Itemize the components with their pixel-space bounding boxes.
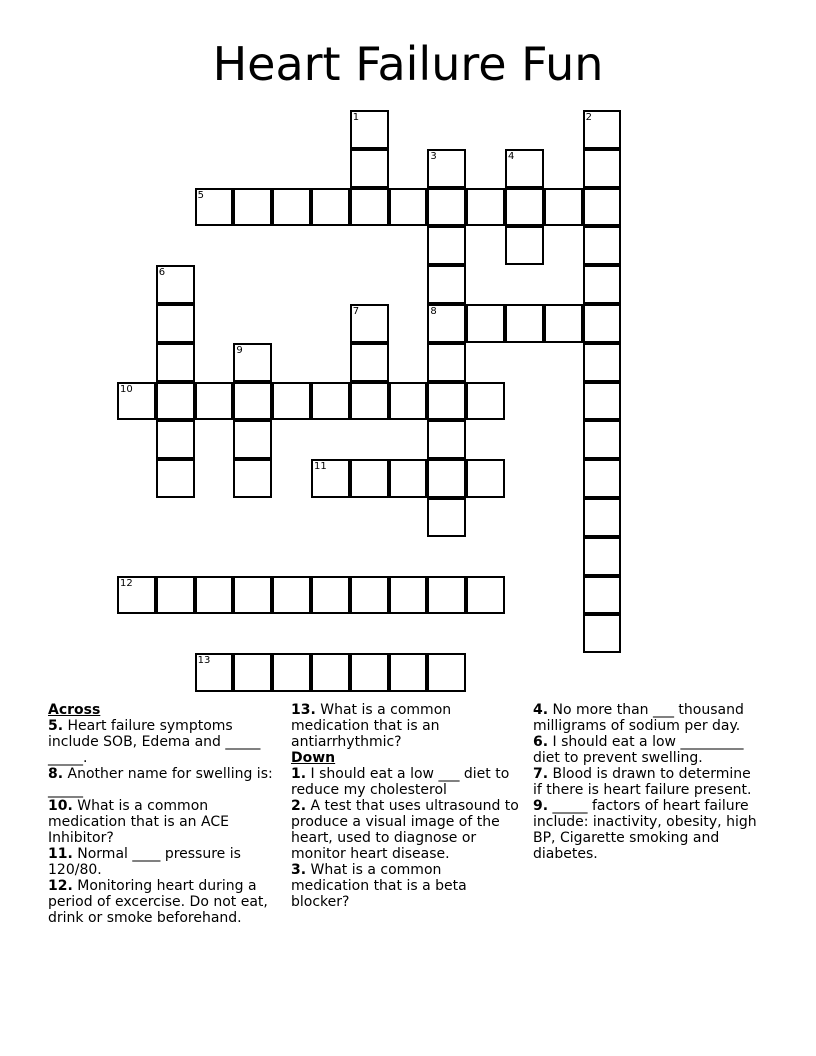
- cell-number: 3: [430, 150, 437, 162]
- grid-cell[interactable]: [583, 265, 622, 304]
- clue-down-3: 3. What is a common medication that is a beta blocker?: [291, 862, 467, 910]
- grid-cell[interactable]: [233, 420, 272, 459]
- grid-cell[interactable]: [583, 537, 622, 576]
- grid-cell[interactable]: [427, 343, 466, 382]
- grid-cell[interactable]: [583, 459, 622, 498]
- grid-cell[interactable]: [272, 188, 311, 227]
- grid-cell[interactable]: [195, 653, 234, 692]
- cell-number: 5: [197, 189, 204, 201]
- grid-cell[interactable]: [583, 226, 622, 265]
- clue-down-6: 6. I should eat a low _________ diet to prevent swelling.: [533, 734, 744, 766]
- grid-cell[interactable]: [195, 576, 234, 615]
- across-heading: Across: [48, 702, 101, 718]
- grid-cell[interactable]: [427, 226, 466, 265]
- grid-cell[interactable]: [156, 420, 195, 459]
- grid-cell[interactable]: [427, 653, 466, 692]
- clue-down-2: 2. A test that uses ultrasound to produce a visual image of the heart, used to diagnose or monitor heart disease.: [291, 798, 519, 862]
- clue-down-7: 7. Blood is drawn to determine if there is heart failure present.: [533, 766, 752, 798]
- grid-cell[interactable]: [311, 382, 350, 421]
- grid-cell[interactable]: [156, 382, 195, 421]
- grid-cell[interactable]: [389, 382, 428, 421]
- grid-cell[interactable]: [427, 149, 466, 188]
- grid-cell[interactable]: [350, 459, 389, 498]
- grid-cell[interactable]: [427, 420, 466, 459]
- cell-number: 2: [585, 112, 592, 123]
- grid-cell[interactable]: [350, 110, 389, 149]
- grid-cell[interactable]: [466, 188, 505, 227]
- grid-cell[interactable]: [350, 188, 389, 227]
- grid-cell[interactable]: [350, 653, 389, 692]
- clue-across-12: 12. Monitoring heart during a period of excercise. Do not eat, drink or smoke beforehand.: [48, 878, 268, 926]
- grid-cell[interactable]: [156, 576, 195, 615]
- grid-cell[interactable]: [233, 576, 272, 615]
- grid-cell[interactable]: [583, 304, 622, 343]
- grid-cell[interactable]: [583, 420, 622, 459]
- grid-cell[interactable]: [350, 382, 389, 421]
- grid-cell[interactable]: [427, 265, 466, 304]
- clues-column-3: [533, 702, 761, 862]
- grid-cell[interactable]: [156, 459, 195, 498]
- grid-cell[interactable]: [233, 459, 272, 498]
- grid-cell[interactable]: [505, 226, 544, 265]
- grid-cell[interactable]: [583, 498, 622, 537]
- grid-cell[interactable]: [350, 576, 389, 615]
- grid-cell[interactable]: [389, 576, 428, 615]
- grid-cell[interactable]: [583, 188, 622, 227]
- grid-cell[interactable]: [156, 265, 195, 304]
- clue-down-4: 4. No more than ___ thousand milligrams of sodium per day.: [533, 702, 744, 734]
- grid-cell[interactable]: [195, 188, 234, 227]
- clue-across-5: 5. Heart failure symptoms include SOB, Edema and _____ _____.: [48, 718, 261, 766]
- grid-cell[interactable]: [583, 614, 622, 653]
- cell-number: 8: [430, 306, 437, 317]
- grid-cell[interactable]: [427, 304, 466, 343]
- down-heading: Down: [291, 750, 336, 766]
- grid-cell[interactable]: [350, 149, 389, 188]
- cell-number: 1: [352, 112, 360, 123]
- grid-cell[interactable]: [156, 304, 195, 343]
- grid-cell[interactable]: [466, 459, 505, 498]
- cell-number: 13: [197, 655, 211, 667]
- grid-cell[interactable]: [544, 188, 583, 227]
- clues-column-1: [48, 702, 280, 926]
- grid-cell[interactable]: [117, 576, 156, 615]
- grid-cell[interactable]: [350, 343, 389, 382]
- grid-cell[interactable]: [583, 110, 622, 149]
- grid-cell[interactable]: [233, 653, 272, 692]
- grid-cell[interactable]: [350, 304, 389, 343]
- grid-cell[interactable]: [311, 653, 350, 692]
- grid-cell[interactable]: [427, 382, 466, 421]
- grid-cell[interactable]: [311, 576, 350, 615]
- grid-cell[interactable]: [427, 188, 466, 227]
- clue-across-10: 10. What is a common medication that is an ACE Inhibitor?: [48, 798, 229, 846]
- grid-cell[interactable]: [117, 382, 156, 421]
- grid-cell[interactable]: [466, 304, 505, 343]
- grid-cell[interactable]: [583, 382, 622, 421]
- grid-cell[interactable]: [583, 149, 622, 188]
- cell-number: 4: [508, 150, 515, 162]
- cell-number: 10: [120, 383, 133, 395]
- grid-cell[interactable]: [583, 343, 622, 382]
- clue-across-8: 8. Another name for swelling is: _____: [48, 766, 273, 798]
- grid-cell[interactable]: [505, 304, 544, 343]
- clue-down-1: 1. I should eat a low ___ diet to reduce my cholesterol: [291, 766, 510, 798]
- grid-cell[interactable]: [233, 188, 272, 227]
- cell-number: 12: [120, 577, 133, 589]
- grid-cell[interactable]: [389, 653, 428, 692]
- grid-cell[interactable]: [389, 459, 428, 498]
- clues-column-2: [291, 702, 519, 910]
- page-title: Heart Failure Fun: [212, 37, 604, 91]
- grid-cell[interactable]: [427, 576, 466, 615]
- grid-cell[interactable]: [195, 382, 234, 421]
- grid-cell[interactable]: [156, 343, 195, 382]
- cell-number: 11: [314, 461, 327, 473]
- grid-cell[interactable]: [272, 382, 311, 421]
- grid-cell[interactable]: [466, 576, 505, 615]
- grid-cell[interactable]: [466, 382, 505, 421]
- cell-number: 7: [352, 306, 360, 317]
- grid-cell[interactable]: [389, 188, 428, 227]
- cell-number: 6: [158, 267, 166, 279]
- grid-cell[interactable]: [427, 459, 466, 498]
- grid-cell[interactable]: [583, 576, 622, 615]
- clue-down-9: 9. _____ factors of heart failure include: inactivity, obesity, high BP, Cigarette smoking and diabetes.: [533, 798, 757, 862]
- grid-cell[interactable]: [505, 188, 544, 227]
- grid-cell[interactable]: [505, 149, 544, 188]
- grid-cell[interactable]: [311, 459, 350, 498]
- grid-cell[interactable]: [233, 382, 272, 421]
- cell-number: 9: [236, 344, 243, 356]
- grid-cell[interactable]: [272, 653, 311, 692]
- grid-cell[interactable]: [233, 343, 272, 382]
- clue-across-13: 13. What is a common medication that is an antiarrhythmic?: [291, 702, 452, 750]
- grid-cell[interactable]: [311, 188, 350, 227]
- grid-cell[interactable]: [272, 576, 311, 615]
- grid-cell[interactable]: [427, 498, 466, 537]
- clue-across-11: 11. Normal ____ pressure is 120/80.: [48, 846, 241, 878]
- grid-cell[interactable]: [544, 304, 583, 343]
